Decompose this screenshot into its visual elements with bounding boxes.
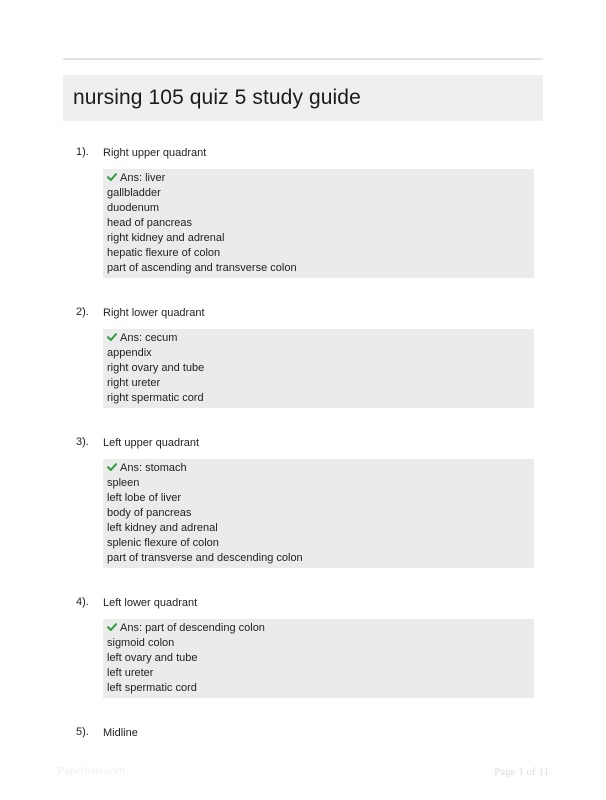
question-number: 4).	[76, 596, 89, 608]
answer-line: part of ascending and transverse colon	[107, 262, 297, 274]
question-text: Right lower quadrant	[103, 307, 205, 319]
answer-line: appendix	[107, 347, 152, 359]
top-divider	[63, 58, 543, 60]
page-title: nursing 105 quiz 5 study guide	[73, 86, 361, 109]
answer-line: sigmoid colon	[107, 637, 175, 649]
answer-line: right kidney and adrenal	[107, 232, 225, 244]
answer-label-line	[107, 331, 530, 346]
answer-box	[103, 619, 534, 698]
check-icon	[107, 463, 117, 471]
question-text: Left lower quadrant	[103, 597, 198, 609]
answer-box	[103, 459, 534, 568]
answer-line: left ureter	[107, 667, 154, 679]
question-item	[0, 722, 606, 742]
title-bar	[63, 75, 543, 121]
answer-line: right ureter	[107, 377, 161, 389]
answer-label: Ans: cecum	[120, 332, 178, 344]
question-header	[0, 592, 606, 612]
question-header	[0, 432, 606, 452]
answer-box	[103, 169, 534, 278]
question-text: Right upper quadrant	[103, 147, 207, 159]
answer-line: splenic flexure of colon	[107, 537, 219, 549]
question-number: 1).	[76, 146, 89, 158]
answer-line: duodenum	[107, 202, 159, 214]
question-header	[0, 722, 606, 742]
check-icon	[107, 333, 117, 341]
answer-line: head of pancreas	[107, 217, 193, 229]
answer-line: left kidney and adrenal	[107, 522, 218, 534]
answer-line: right ovary and tube	[107, 362, 205, 374]
answer-line: body of pancreas	[107, 507, 192, 519]
question-item	[0, 592, 606, 698]
question-list	[0, 142, 606, 766]
answer-line: part of transverse and descending colon	[107, 552, 303, 564]
answer-line: left lobe of liver	[107, 492, 181, 504]
question-item	[0, 302, 606, 408]
question-item	[0, 432, 606, 568]
answer-line: right spermatic cord	[107, 392, 204, 404]
question-item	[0, 142, 606, 278]
answer-box	[103, 329, 534, 408]
question-number: 2).	[76, 306, 89, 318]
answer-label: Ans: part of descending colon	[120, 622, 265, 634]
check-icon	[107, 173, 117, 181]
question-text: Midline	[103, 727, 138, 739]
question-header	[0, 302, 606, 322]
answer-label-line	[107, 461, 530, 476]
answer-line: left ovary and tube	[107, 652, 198, 664]
question-text: Left upper quadrant	[103, 437, 200, 449]
question-header	[0, 142, 606, 162]
question-number: 3).	[76, 436, 89, 448]
check-icon	[107, 623, 117, 631]
answer-line: gallbladder	[107, 187, 161, 199]
page-number: Page 1 of 11	[494, 766, 549, 778]
answer-label-line	[107, 171, 530, 186]
answer-label-line	[107, 621, 530, 636]
question-number: 5).	[76, 726, 89, 738]
answer-line: hepatic flexure of colon	[107, 247, 221, 259]
answer-line: left spermatic cord	[107, 682, 197, 694]
footer-watermark: Paperfolio.com	[58, 766, 125, 777]
answer-label: Ans: stomach	[120, 462, 187, 474]
answer-line: spleen	[107, 477, 140, 489]
answer-label: Ans: liver	[120, 172, 166, 184]
